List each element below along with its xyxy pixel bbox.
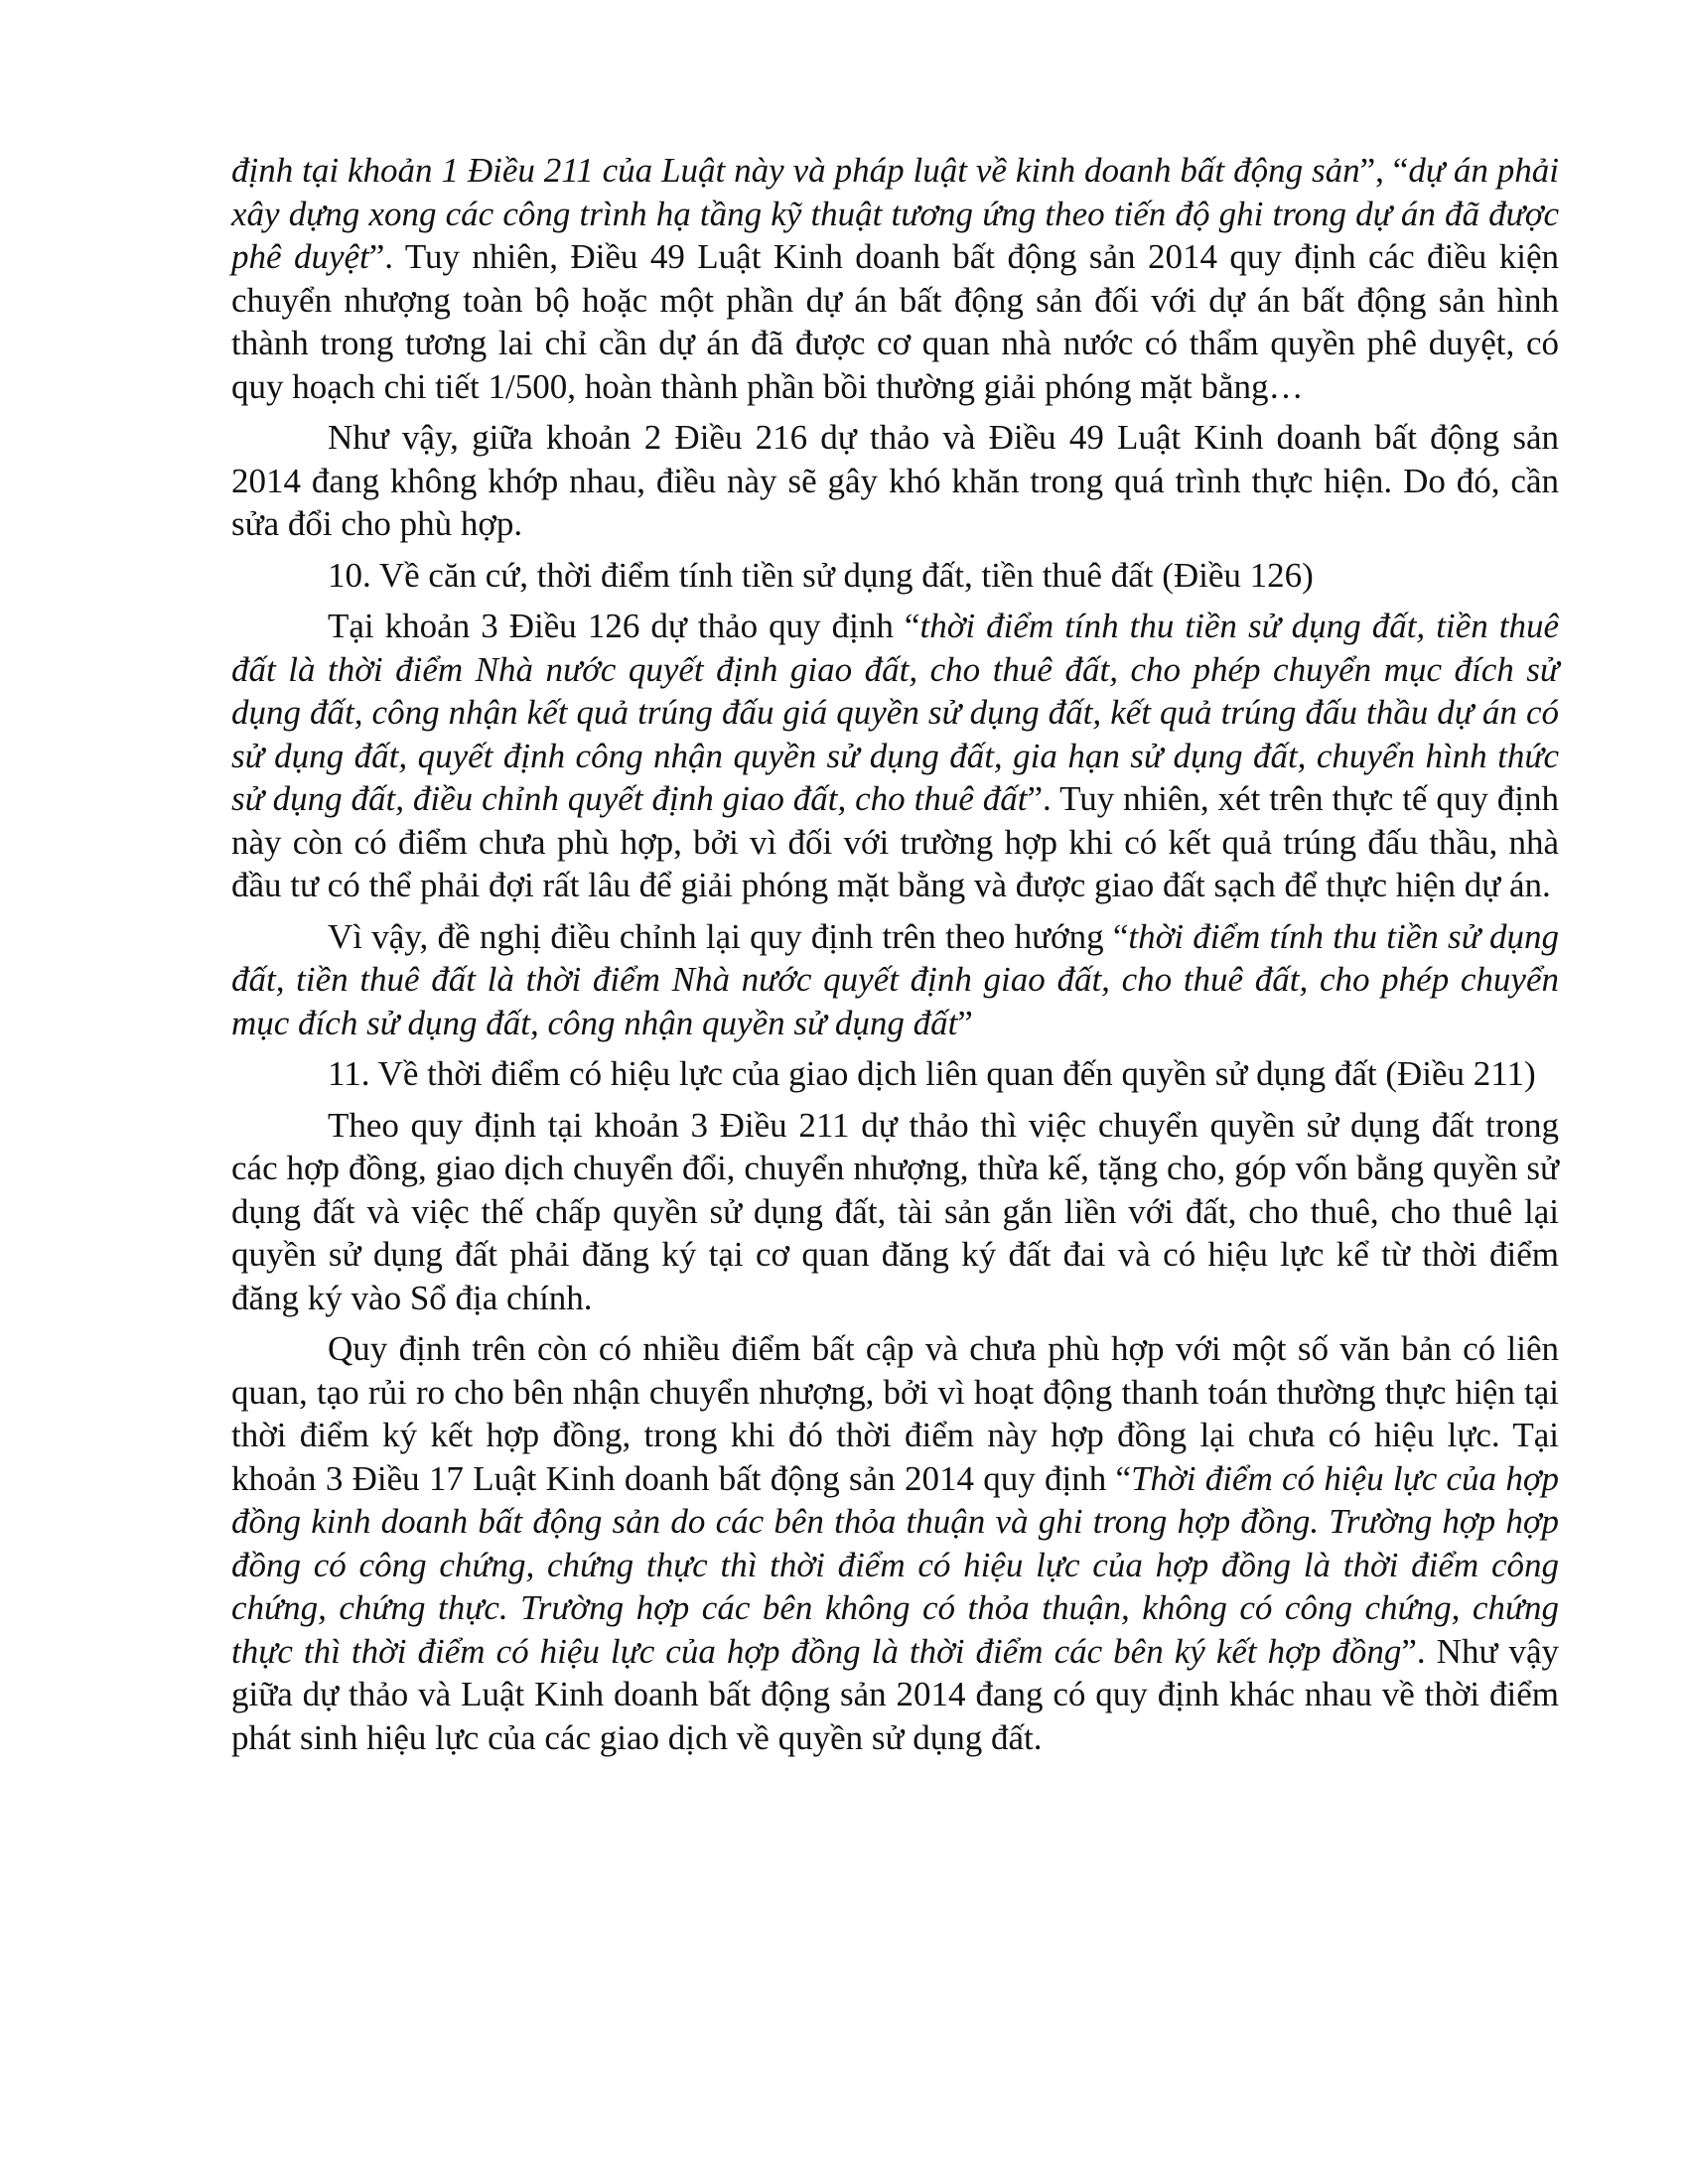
body-text: ”. Tuy nhiên, xét trên thực tế quy định này còn có điểm chưa phù hợp, bởi vì đối với trường hợp khi có kết quả trúng đấu thầu, nhà đầu tư có thể phải đợi rất lâu để giải phóng mặt bằng và được giao đất sạch để thực hiện dự án. xyxy=(231,779,1560,904)
paragraph-article-211 xyxy=(231,1104,1559,1320)
paragraph-conclusion-article-216 xyxy=(231,416,1559,546)
document-page xyxy=(231,149,1559,1767)
quoted-text: thời điểm tính thu tiền sử dụng đất, tiền thuê đất là thời điểm Nhà nước quyết định giao đất, cho thuê đất, cho phép chuyển mục đích sử dụng đất, công nhận quyền sử dụng đất xyxy=(231,916,1559,1042)
paragraph-continuation xyxy=(231,149,1559,408)
heading-text: 10. Về căn cứ, thời điểm tính tiền sử dụng đất, tiền thuê đất (Điều 126) xyxy=(328,555,1314,595)
body-text: Như vậy, giữa khoản 2 Điều 216 dự thảo và Điều 49 Luật Kinh doanh bất động sản 2014 đang không khớp nhau, điều này sẽ gây khó khăn trong quá trình thực hiện. Do đó, cần sửa đổi cho phù hợp. xyxy=(231,418,1559,543)
paragraph-article-126 xyxy=(231,605,1559,907)
body-text: ”, “ xyxy=(1359,151,1409,190)
body-text: Quy định trên còn có nhiều điểm bất cập và chưa phù hợp với một số văn bản có liên quan, tạo rủi ro cho bên nhận chuyển nhượng, bởi vì hoạt động thanh toán thường thực hiện tại thời điểm ký kết hợp đồng, trong khi đó thời điểm này hợp đồng lại chưa có hiệu lực. Tại khoản 3 Điều 17 Luật Kinh doanh bất động sản 2014 quy định “ xyxy=(231,1329,1559,1498)
body-text: ”. Tuy nhiên, Điều 49 Luật Kinh doanh bất động sản 2014 quy định các điều kiện chuyển nhượng toàn bộ hoặc một phần dự án bất động sản đối với dự án bất động sản hình thành trong tương lai chỉ cần dự án đã được cơ quan nhà nước có thẩm quyền phê duyệt, có quy hoạch chi tiết 1/500, hoàn thành phần bồi thường giải phóng mặt bằng… xyxy=(231,237,1559,406)
quoted-text: định tại khoản 1 Điều 211 của Luật này và pháp luật về kinh doanh bất động sản xyxy=(231,151,1360,190)
paragraph-proposal xyxy=(231,915,1559,1045)
quoted-text: Thời điểm có hiệu lực của hợp đồng kinh doanh bất động sản do các bên thỏa thuận và ghi trong hợp đồng. Trường hợp hợp đồng có công chứng, chứng thực thì thời điểm có hiệu lực của hợp đồng là thời điểm công chứng, chứng thực. Trường hợp các bên không có thỏa thuận, không có công chứng, chứng thực thì thời điểm có hiệu lực của hợp đồng là thời điểm các bên ký kết hợp đồng xyxy=(231,1458,1559,1671)
section-heading-11 xyxy=(231,1052,1559,1096)
heading-text: 11. Về thời điểm có hiệu lực của giao dịch liên quan đến quyền sử dụng đất (Điều 211) xyxy=(328,1054,1536,1093)
paragraph-article-17-comparison xyxy=(231,1327,1559,1759)
body-text: ” xyxy=(957,1003,973,1042)
quoted-text: dự án phải xây dựng xong các công trình hạ tầng kỹ thuật tương ứng theo tiến độ ghi trong dự án đã được phê duyệt xyxy=(231,151,1559,276)
body-text: Tại khoản 3 Điều 126 dự thảo quy định “ xyxy=(328,607,920,645)
quoted-text: thời điểm tính thu tiền sử dụng đất, tiền thuê đất là thời điểm Nhà nước quyết định giao đất, cho thuê đất, cho phép chuyển mục đích sử dụng đất, công nhận kết quả trúng đấu giá quyền sử dụng đất, kết quả trúng đấu thầu dự án có sử dụng đất, quyết định công nhận quyền sử dụng đất, gia hạn sử dụng đất, chuyển hình thức sử dụng đất, điều chỉnh quyết định giao đất, cho thuê đất xyxy=(231,607,1559,818)
body-text: ”. Như vậy giữa dự thảo và Luật Kinh doanh bất động sản 2014 đang có quy định khác nhau về thời điểm phát sinh hiệu lực của các giao dịch về quyền sử dụng đất. xyxy=(231,1631,1559,1757)
body-text: Vì vậy, đề nghị điều chỉnh lại quy định trên theo hướng “ xyxy=(328,916,1129,956)
body-text: Theo quy định tại khoản 3 Điều 211 dự thảo thì việc chuyển quyền sử dụng đất trong các hợp đồng, giao dịch chuyển đổi, chuyển nhượng, thừa kế, tặng cho, góp vốn bằng quyền sử dụng đất và việc thế chấp quyền sử dụng đất, tài sản gắn liền với đất, cho thuê, cho thuê lại quyền sử dụng đất phải đăng ký tại cơ quan đăng ký đất đai và có hiệu lực kể từ thời điểm đăng ký vào Sổ địa chính. xyxy=(231,1105,1559,1317)
section-heading-10 xyxy=(231,554,1559,598)
